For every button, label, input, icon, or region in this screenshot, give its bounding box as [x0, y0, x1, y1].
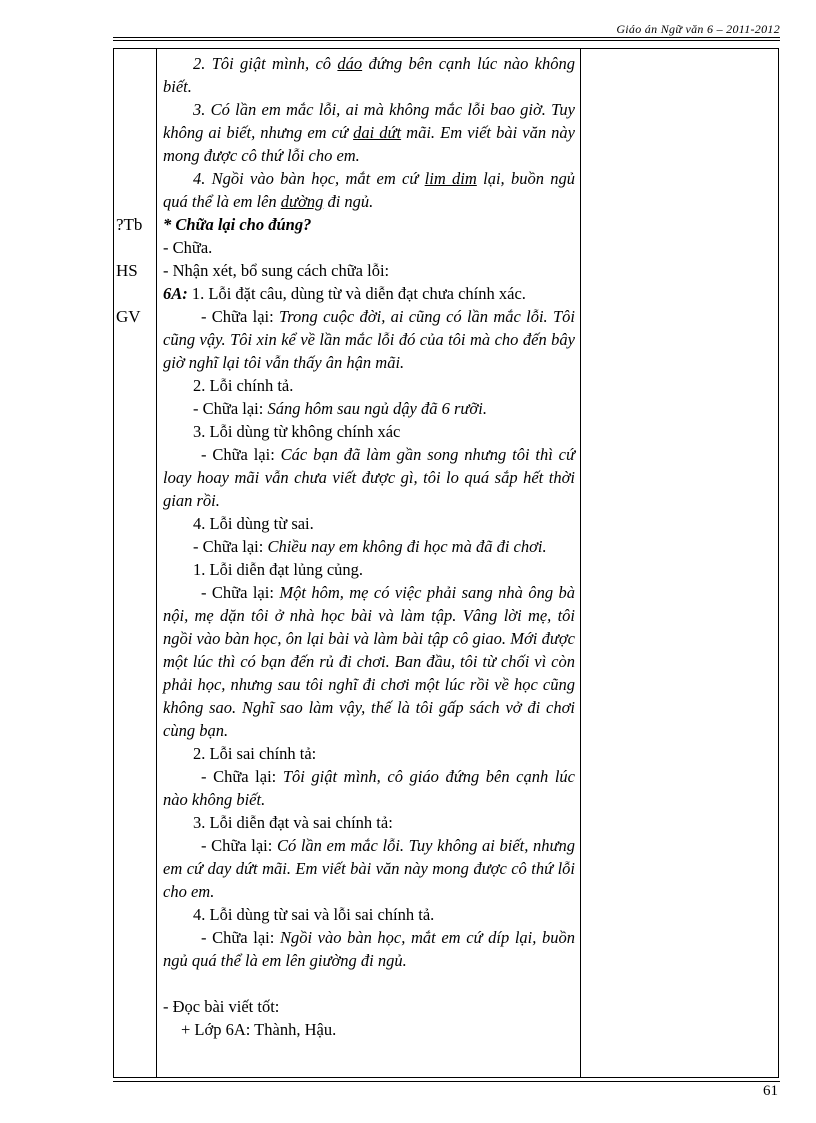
- page-number: 61: [763, 1083, 778, 1099]
- role-spacer: [116, 236, 156, 259]
- fix-2: - Chữa lại: Sáng hôm sau ngủ dậy đã 6 rưỡi.: [193, 399, 487, 418]
- role-column: [116, 213, 156, 328]
- lesson-table: [113, 48, 779, 1078]
- header-rule-thin: [113, 40, 780, 41]
- error-type-3: 3. Lỗi dùng từ không chính xác: [193, 422, 401, 441]
- error-type-2: 2. Lỗi chính tả.: [193, 376, 294, 395]
- fix-1: - Chữa lại: Trong cuộc đời, ai cũng có lần mắc lỗi. Tôi cũng vậy. Tôi xin kể về lần mắc lỗi đó của tôi mà cho đến bây giờ nghĩ lại tôi vẫn thấy ân hận mãi.: [163, 307, 575, 372]
- page-header: Giáo án Ngữ văn 6 – 2011-2012: [616, 22, 780, 36]
- error-type-b3: 3. Lỗi diễn đạt và sai chính tả:: [193, 813, 393, 832]
- spacer: [163, 972, 575, 995]
- fix-b4: - Chữa lại: Ngồi vào bàn học, mắt em cứ díp lại, buồn ngủ quá thể là em lên giường đi ngủ.: [163, 928, 575, 970]
- content-column: [163, 52, 575, 1041]
- column-divider-left: [156, 49, 157, 1077]
- step-chua: - Chữa.: [163, 238, 213, 257]
- error-example-3: 3. Có lần em mắc lỗi, ai mà không mắc lỗi bao giờ. Tuy không ai biết, nhưng em cứ dai dứt mãi. Em viết bài văn này mong được cô thứ lỗi cho em.: [163, 100, 575, 165]
- class-6a-item-1: 6A: 1. Lỗi đặt câu, dùng từ và diễn đạt chưa chính xác.: [163, 284, 526, 303]
- role-label-tb: ?Tb: [116, 215, 143, 234]
- fix-b1: - Chữa lại: Một hôm, mẹ có việc phải sang nhà ông bà nội, mẹ dặn tôi ở nhà học bài và làm tập. Vâng lời mẹ, tôi ngồi vào bàn học, ôn lại bài và làm bài tập cô giao. Mới được một lúc thì có bạn đến rủ đi chơi. Ban đầu, tôi từ chối vì còn phải học, nhưng sau tôi nghĩ đi chơi một lúc rồi về học cũng không sao. Nghĩ sao làm vậy, thế là tôi gấp sách vở đi chơi cùng bạn.: [163, 583, 576, 740]
- section-heading: * Chữa lại cho đúng?: [163, 215, 312, 234]
- role-label-gv: GV: [116, 307, 141, 326]
- error-example-4: 4. Ngồi vào bàn học, mắt em cứ lim dim lại, buồn ngủ quá thể là em lên dường đi ngủ.: [163, 169, 575, 211]
- role-label-hs: HS: [116, 261, 138, 280]
- good-essays-label: - Đọc bài viết tốt:: [163, 997, 280, 1016]
- error-type-b1: 1. Lỗi diễn đạt lủng củng.: [193, 560, 364, 579]
- column-divider-right: [580, 49, 581, 1077]
- step-nhan-xet: - Nhận xét, bổ sung cách chữa lỗi:: [163, 261, 390, 280]
- good-essays-class-6a: + Lớp 6A: Thành, Hậu.: [181, 1020, 337, 1039]
- fix-b2: - Chữa lại: Tôi giật mình, cô giáo đứng bên cạnh lúc nào không biết.: [163, 767, 575, 809]
- error-example-2: 2. Tôi giật mình, cô dáo đứng bên cạnh lúc nào không biết.: [163, 54, 575, 96]
- footer-rule: [113, 1081, 780, 1082]
- error-type-b4: 4. Lỗi dùng từ sai và lỗi sai chính tả.: [193, 905, 435, 924]
- fix-3: - Chữa lại: Các bạn đã làm gần song nhưng tôi thì cứ loay hoay mãi vẫn chưa viết được gì, tôi lo quá sắp hết thời gian rồi.: [163, 445, 575, 510]
- error-type-b2: 2. Lỗi sai chính tả:: [193, 744, 317, 763]
- fix-4: - Chữa lại: Chiều nay em không đi học mà đã đi chơi.: [193, 537, 547, 556]
- error-type-4: 4. Lỗi dùng từ sai.: [193, 514, 314, 533]
- role-spacer: [116, 282, 156, 305]
- fix-b3: - Chữa lại: Có lần em mắc lỗi. Tuy không ai biết, nhưng em cứ day dứt mãi. Em viết bài văn này mong được cô thứ lỗi cho em.: [163, 836, 575, 901]
- header-rule: [113, 37, 780, 38]
